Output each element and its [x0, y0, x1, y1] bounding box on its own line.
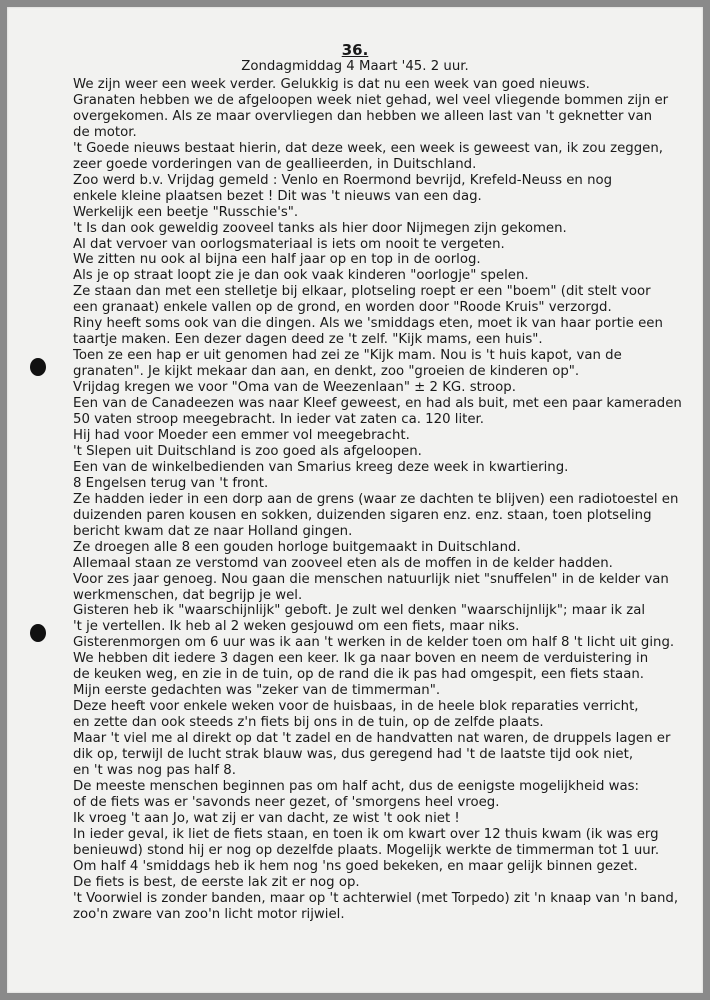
text-line: In ieder geval, ik liet de fiets staan, en toen ik om kwart over 12 thuis kwam (ik was erg [73, 826, 659, 842]
text-line: Ik vroeg 't aan Jo, wat zij er van dacht, ze wist 't ook niet ! [73, 810, 460, 826]
text-line: Ze hadden ieder in een dorp aan de grens (waar ze dachten te blijven) een radiotoestel en [73, 491, 679, 507]
text-line: We zijn weer een week verder. Gelukkig is dat nu een week van goed nieuws. [73, 77, 590, 92]
text-line: Werkelijk een beetje "Russchie's". [73, 204, 299, 220]
date-heading: Zondagmiddag 4 Maart '45. 2 uur. [241, 59, 469, 74]
punch-hole-bottom [30, 624, 46, 642]
text-line: benieuwd) stond hij er nog op dezelfde plaats. Mogelijk werkte de timmerman tot 1 uur. [73, 842, 660, 858]
text-line: Een van de Canadeezen was naar Kleef geweest, en had als buit, met een paar kameraden [73, 396, 682, 412]
text-line: Vrijdag kregen we voor "Oma van de Weezenlaan" ± 2 KG. stroop. [73, 380, 516, 396]
text-line: 8 Engelsen terug van 't front. [73, 475, 269, 491]
text-line: We hebben dit iedere 3 dagen een keer. Ik ga naar boven en neem de verduistering in [73, 651, 649, 667]
text-line: Ze staan dan met een stelletje bij elkaar, plotseling roept er een "boem" (dit stelt voor [73, 284, 651, 300]
text-line: Allemaal staan ze verstomd van zooveel eten als de moffen in de kelder hadden. [73, 555, 613, 571]
text-line: of de fiets was er 'savonds neer gezet, of 'smorgens heel vroeg. [73, 794, 500, 810]
text-line: taartje maken. Een dezer dagen deed ze 't zelf. "Kijk mams, een huis". [73, 332, 543, 348]
text-line: Riny heeft soms ook van die dingen. Als we 'smiddags eten, moet ik van haar portie een [73, 316, 663, 332]
text-line: en 't was nog pas half 8. [73, 762, 236, 778]
text-line: overgekomen. Als ze maar overvliegen dan hebben we alleen last van 't geknetter van [73, 108, 653, 124]
text-line: dik op, terwijl de lucht strak blauw was, dus geregend had 't de laatste tijd ook niet, [73, 747, 634, 763]
text-line: de motor. [73, 124, 137, 140]
text-line: Maar 't viel me al direkt op dat 't zadel en de handvatten nat waren, de druppels lagen er [73, 731, 671, 747]
page-number: 36. [341, 41, 369, 59]
text-line: Hij had voor Moeder een emmer vol meegebracht. [73, 427, 410, 443]
text-line: We zitten nu ook al bijna een half jaar op en top in de oorlog. [73, 252, 481, 268]
text-line: Toen ze een hap er uit genomen had zei ze "Kijk mam. Nou is 't huis kapot, van de [73, 348, 622, 364]
text-line: Een van de winkelbedienden van Smarius kreeg deze week in kwartiering. [73, 459, 569, 475]
text-line: 't Voorwiel is zonder banden, maar op 't achterwiel (met Torpedo) zit 'n knaap van 'n band, [73, 890, 679, 906]
text-line: een granaat) enkele vallen op de grond, en worden door "Roode Kruis" verzorgd. [73, 300, 612, 316]
text-line: De meeste menschen beginnen pas om half acht, dus de eenigste mogelijkheid was: [73, 778, 640, 794]
text-line: Voor zes jaar genoeg. Nou gaan die menschen natuurlijk niet "snuffelen" in de kelder van [73, 571, 669, 587]
text-line: 't Goede nieuws bestaat hierin, dat deze week, een week is geweest van, ik zou zeggen, [73, 140, 664, 156]
text-line: Om half 4 'smiddags heb ik hem nog 'ns goed bekeken, en maar gelijk binnen gezet. [73, 858, 638, 874]
text-line: Zoo werd b.v. Vrijdag gemeld : Venlo en Roermond bevrijd, Krefeld-Neuss en nog [73, 172, 613, 188]
text-line: Gisterenmorgen om 6 uur was ik aan 't werken in de kelder toen om half 8 't licht uit ging. [73, 635, 675, 651]
text-line: werkmenschen, dat begrijp je wel. [73, 587, 303, 603]
text-line: Granaten hebben we de afgeloopen week niet gehad, wel veel vliegende bommen zijn er [73, 92, 669, 108]
text-line: Al dat vervoer van oorlogsmateriaal is iets om nooit te vergeten. [73, 236, 505, 252]
text-line: bericht kwam dat ze naar Holland gingen. [73, 523, 353, 539]
text-line: 't Slepen uit Duitschland is zoo goed als afgeloopen. [73, 443, 422, 459]
text-line: Als je op straat loopt zie je dan ook vaak kinderen "oorlogje" spelen. [73, 268, 529, 284]
text-line: Ze droegen alle 8 een gouden horloge buitgemaakt in Duitschland. [73, 539, 521, 555]
text-line: zoo'n zware van zoo'n licht motor rijwiel. [73, 906, 345, 922]
text-line: 't je vertellen. Ik heb al 2 weken gesjouwd om een fiets, maar niks. [73, 619, 520, 635]
document-page [7, 7, 703, 993]
text-line: 't Is dan ook geweldig zooveel tanks als hier door Nijmegen zijn gekomen. [73, 220, 567, 236]
text-line: granaten". Je kijkt mekaar dan aan, en denkt, zoo "groeien de kinderen op". [73, 364, 580, 380]
punch-hole-top [30, 358, 46, 376]
text-line: Gisteren heb ik "waarschijnlijk" geboft. Je zult wel denken "waarschijnlijk"; maar ik zal [73, 603, 646, 619]
text-line: en zette dan ook steeds z'n fiets bij ons in de tuin, op de zelfde plaats. [73, 715, 544, 731]
text-line: duizenden paren kousen en sokken, duizenden sigaren enz. enz. staan, toen plotseling [73, 507, 652, 523]
text-line: enkele kleine plaatsen bezet ! Dit was 't nieuws van een dag. [73, 188, 482, 204]
text-line: de keuken weg, en zie in de tuin, op de rand die ik pas had omgespit, een fiets staan. [73, 667, 644, 683]
diary-body-text [73, 77, 682, 923]
text-line: 50 vaten stroop meegebracht. In ieder vat zaten ca. 120 liter. [73, 412, 485, 428]
text-line: De fiets is best, de eerste lak zit er nog op. [73, 874, 360, 890]
text-line: Mijn eerste gedachten was "zeker van de timmerman". [73, 683, 441, 699]
text-line: Deze heeft voor enkele weken voor de huisbaas, in de heele blok reparaties verricht, [73, 699, 639, 715]
text-line: zeer goede vorderingen van de geallieerden, in Duitschland. [73, 156, 477, 172]
